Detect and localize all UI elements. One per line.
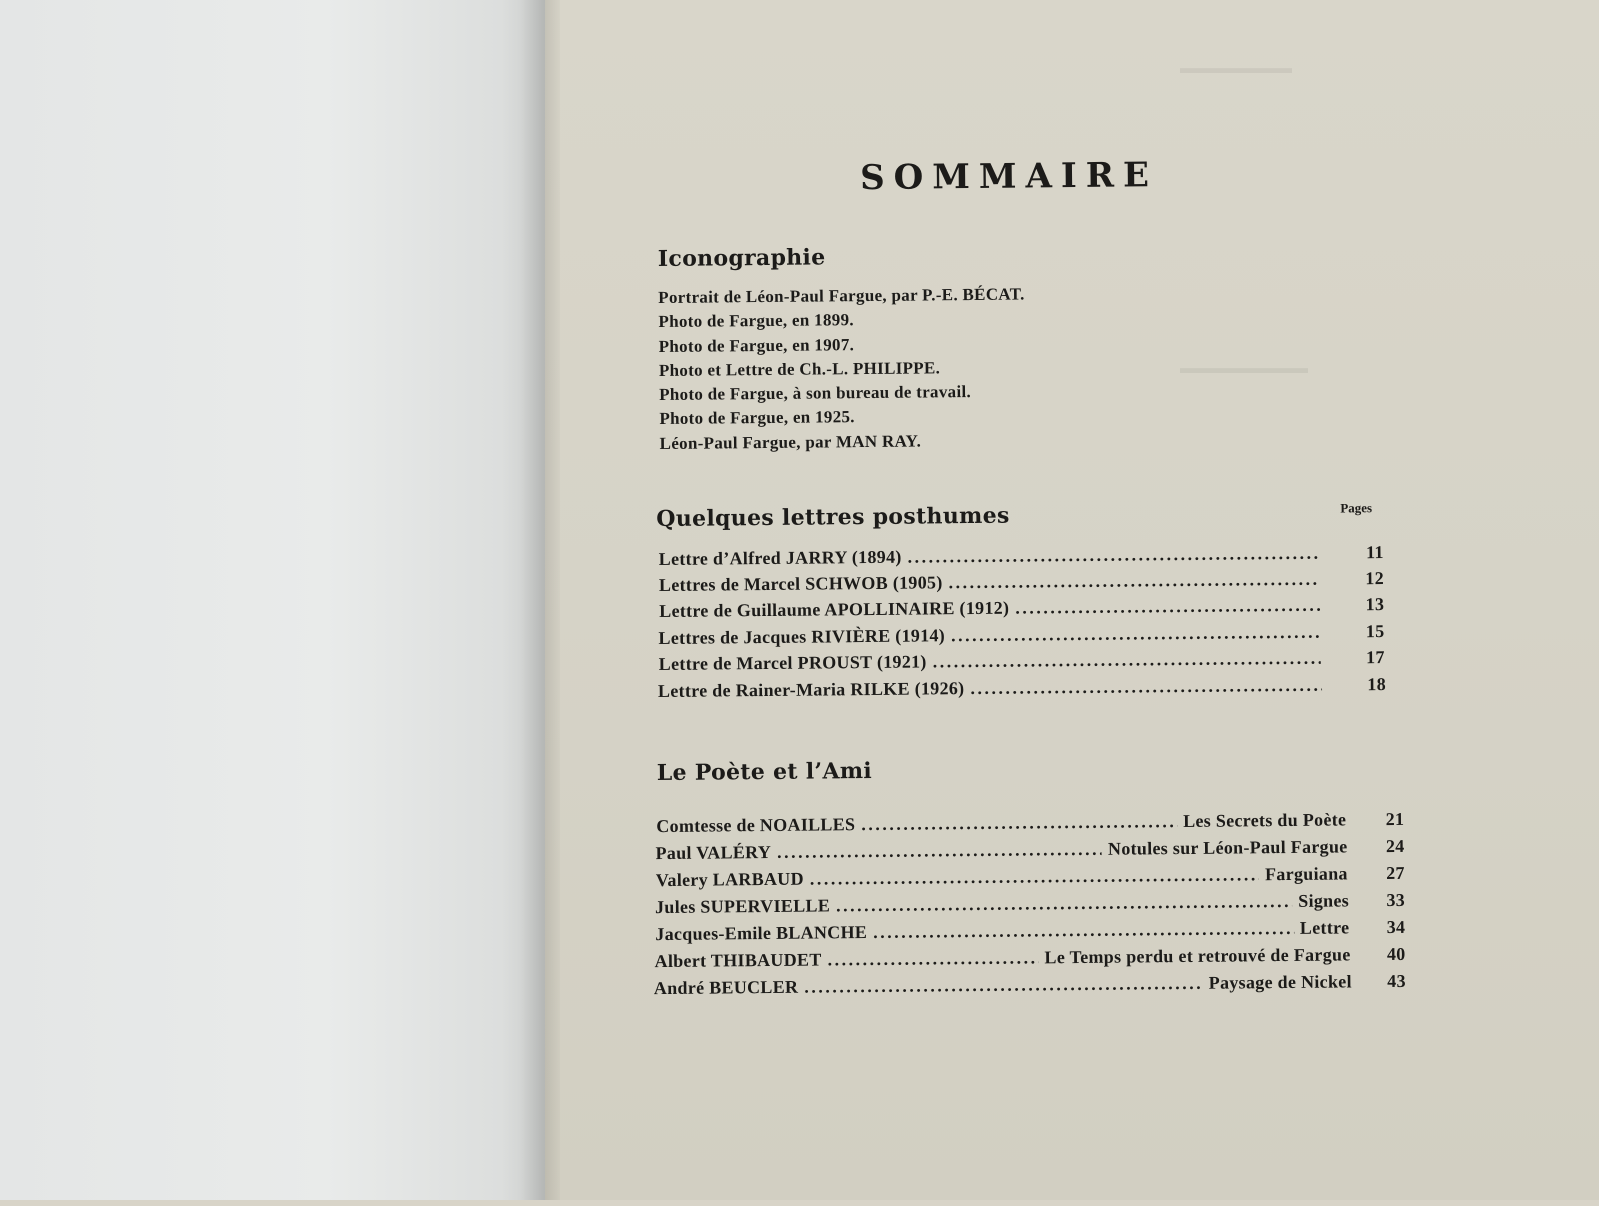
show-through-text: ▬▬▬▬▬▬▬ <box>1180 60 1292 77</box>
page-number: 12 <box>1365 568 1385 589</box>
dot-leader <box>777 839 1102 863</box>
page-number: 40 <box>1386 943 1406 965</box>
toc-author: Albert THIBAUDET <box>654 949 822 972</box>
toc-work: Farguiana <box>1264 863 1348 885</box>
toc-row <box>653 970 1406 999</box>
toc-row <box>658 542 1384 570</box>
iconographie-list <box>658 283 1026 457</box>
list-item: Portrait de Léon-Paul Fargue, par P.-E. BÉCAT. <box>658 284 1025 308</box>
toc-row <box>658 647 1385 675</box>
pages-column-label: Pages <box>1340 500 1373 516</box>
toc-entry: Lettre de Guillaume APOLLINAIRE (1912) <box>659 597 1010 622</box>
page-number: 11 <box>1365 542 1384 563</box>
toc-row <box>657 674 1387 702</box>
toc-author: Jacques-Emile BLANCHE <box>655 922 868 945</box>
toc-work: Lettre <box>1299 917 1350 938</box>
dot-leader <box>1015 595 1320 619</box>
show-through-text: ▬▬▬▬▬▬▬▬ <box>1180 360 1308 377</box>
toc-author: Valery LARBAUD <box>655 868 804 891</box>
list-item: Photo de Fargue, en 1899. <box>658 310 854 332</box>
list-item: Photo de Fargue, en 1925. <box>659 407 855 429</box>
toc-row <box>658 621 1385 649</box>
dot-leader <box>933 648 1321 673</box>
section-heading-poete: Le Poète et l’Ami <box>656 757 873 787</box>
toc-row <box>655 862 1405 891</box>
dot-leader <box>970 675 1322 699</box>
page-title: SOMMAIRE <box>859 155 1159 199</box>
toc-author: André BEUCLER <box>653 976 799 999</box>
toc-entry: Lettre de Marcel PROUST (1921) <box>658 651 927 675</box>
page-number: 18 <box>1367 674 1387 695</box>
dot-leader <box>810 864 1259 889</box>
toc-row <box>654 889 1406 918</box>
toc-entry: Lettres de Marcel SCHWOB (1905) <box>658 572 943 596</box>
section-heading-lettres: Quelques lettres posthumes <box>656 502 1010 533</box>
toc-work: Paysage de Nickel <box>1208 971 1352 993</box>
dot-leader <box>827 947 1038 970</box>
page-number: 34 <box>1386 916 1406 938</box>
dot-leader <box>948 569 1320 594</box>
list-item: Photo et Lettre de Ch.-L. PHILIPPE. <box>658 358 941 380</box>
toc-entry: Lettre de Rainer-Maria RILKE (1926) <box>657 678 965 702</box>
toc-row <box>655 835 1405 864</box>
toc-row <box>659 594 1385 622</box>
dot-leader <box>861 811 1177 835</box>
dot-leader <box>836 891 1292 916</box>
toc-author: Jules SUPERVIELLE <box>654 895 831 918</box>
section-heading-iconographie: Iconographie <box>657 244 826 273</box>
page-number: 27 <box>1386 862 1405 884</box>
dot-leader <box>804 973 1203 998</box>
page-number: 24 <box>1385 835 1405 857</box>
toc-work: Les Secrets du Poète <box>1183 809 1347 832</box>
toc-work: Notules sur Léon-Paul Fargue <box>1107 836 1348 859</box>
page-number: 13 <box>1365 594 1385 615</box>
toc-row <box>656 808 1405 837</box>
list-item: Photo de Fargue, en 1907. <box>658 334 855 356</box>
list-item: Photo de Fargue, à son bureau de travail. <box>659 382 972 405</box>
page-number: 21 <box>1385 808 1405 830</box>
toc-author: Paul VALÉRY <box>655 841 772 864</box>
toc-author: Comtesse de NOAILLES <box>656 814 856 837</box>
toc-work: Signes <box>1298 890 1350 911</box>
page-number: 15 <box>1365 621 1385 642</box>
list-item: Léon-Paul Fargue, par MAN RAY. <box>659 431 922 453</box>
page-number: 33 <box>1386 889 1406 911</box>
toc-entry: Lettres de Jacques RIVIÈRE (1914) <box>658 625 946 649</box>
toc-work: Le Temps perdu et retrouvé de Fargue <box>1044 944 1351 968</box>
page-number: 43 <box>1387 970 1406 992</box>
toc-entry: Lettre d’Alfred JARRY (1894) <box>658 546 902 570</box>
toc-row <box>654 943 1406 972</box>
toc-row <box>658 568 1385 596</box>
dot-leader <box>908 543 1320 568</box>
dot-leader <box>951 622 1321 647</box>
dot-leader <box>873 918 1294 943</box>
toc-row <box>655 916 1406 945</box>
page-number: 17 <box>1366 647 1385 668</box>
